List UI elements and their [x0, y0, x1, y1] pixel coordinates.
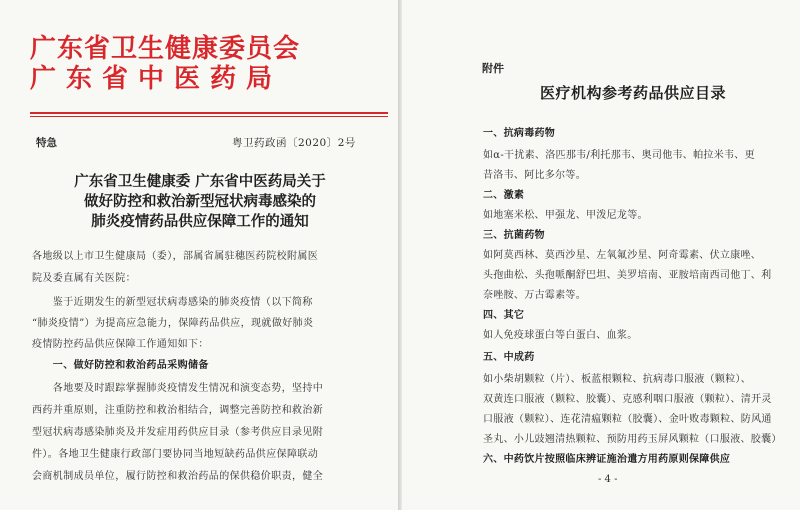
- catalog-heading: 三、抗菌药物: [483, 230, 545, 241]
- catalog-line: 奈唑胺、万古霉素等。: [483, 290, 586, 301]
- catalog-heading: 一、抗病毒药物: [483, 128, 556, 139]
- catalog-title: 医疗机构参考药品供应目录: [540, 84, 727, 102]
- catalog-heading: 五、中成药: [483, 352, 535, 363]
- body-line: 西药并重原则，注重防控和救治相结合，调整完善防控和救治新: [32, 405, 324, 416]
- issuer-header-line-2: 广东省中医药局: [30, 64, 283, 94]
- red-header-rule-thin: [30, 116, 388, 117]
- catalog-line: 如地塞米松、甲强龙、甲泼尼龙等。: [483, 210, 648, 221]
- catalog-line: 头孢曲松、头孢哌酮舒巴坦、美罗培南、亚胺培南西司他丁、利: [483, 270, 772, 281]
- catalog-heading: 二、激素: [483, 190, 525, 201]
- catalog-line: 如阿莫西林、莫西沙星、左氧氟沙星、阿奇霉素、伏立康唑、: [483, 250, 762, 261]
- section-heading: 一、做好防控和救治药品采购储备: [32, 360, 209, 371]
- catalog-line: 圣丸、小儿豉翘清热颗粒、预防用药玉屏风颗粒（口服液、胶囊）: [483, 434, 782, 445]
- body-line: 鉴于近期发生的新型冠状病毒感染的肺炎疫情（以下简称: [32, 297, 313, 308]
- catalog-line: 如人免疫球蛋白等白蛋白、血浆。: [483, 330, 638, 341]
- catalog-line: 如α-干扰素、洛匹那韦/利托那韦、奥司他韦、帕拉米韦、更: [483, 150, 755, 161]
- body-line: 疫情防控药品供应保障工作通知如下：: [32, 339, 209, 350]
- body-line: 院及委直属有关医院：: [32, 273, 136, 284]
- red-header-rule: [30, 112, 388, 114]
- catalog-line: 双黄连口服液（颗粒、胶囊）、克感利咽口服液（颗粒）、清开灵: [483, 394, 772, 405]
- catalog-heading: 六、中药饮片按照临床辨证施治遣方用药原则保障供应: [483, 454, 731, 465]
- body-line: 件）。各地卫生健康行政部门要协同当地短缺药品供应保障联动: [32, 449, 319, 460]
- catalog-line: 昔洛韦、阿比多尔等。: [483, 170, 586, 181]
- body-line: 各地要及时跟踪掌握肺炎疫情发生情况和演变态势，坚持中: [32, 383, 324, 394]
- issuer-header-line-1: 广东省卫生健康委员会: [30, 34, 301, 64]
- urgency-label: 特急: [36, 137, 57, 149]
- notice-title-line-2: 做好防控和救治新型冠状病毒感染的: [84, 193, 316, 210]
- body-line: 会商机制成员单位，履行防控和救治药品的保供稳价职责，健全: [32, 471, 324, 482]
- catalog-line: 如小柴胡颗粒（片）、板蓝根颗粒、抗病毒口服液（颗粒）、: [483, 374, 752, 385]
- attachment-label: 附件: [482, 62, 504, 75]
- catalog-line: 口服液（颗粒）、连花清瘟颗粒（胶囊）、金叶败毒颗粒、防风通: [483, 414, 772, 425]
- page-number: - 4 -: [598, 474, 618, 485]
- body-line: “肺炎疫情”）为提高应急能力，保障药品供应，现就做好肺炎: [32, 318, 314, 329]
- notice-title-line-3: 肺炎疫情药品供应保障工作的通知: [91, 213, 309, 230]
- document-number: 粤卫药政函〔2020〕2号: [232, 137, 356, 149]
- body-line: 各地级以上市卫生健康局（委），部属省属驻穗医药院校附属医: [32, 251, 319, 262]
- body-line: 型冠状病毒感染肺炎及并发症用药供应目录（参考供应目录见附: [32, 427, 324, 438]
- notice-title-line-1: 广东省卫生健康委 广东省中医药局关于: [74, 173, 326, 190]
- catalog-heading: 四、其它: [483, 310, 525, 321]
